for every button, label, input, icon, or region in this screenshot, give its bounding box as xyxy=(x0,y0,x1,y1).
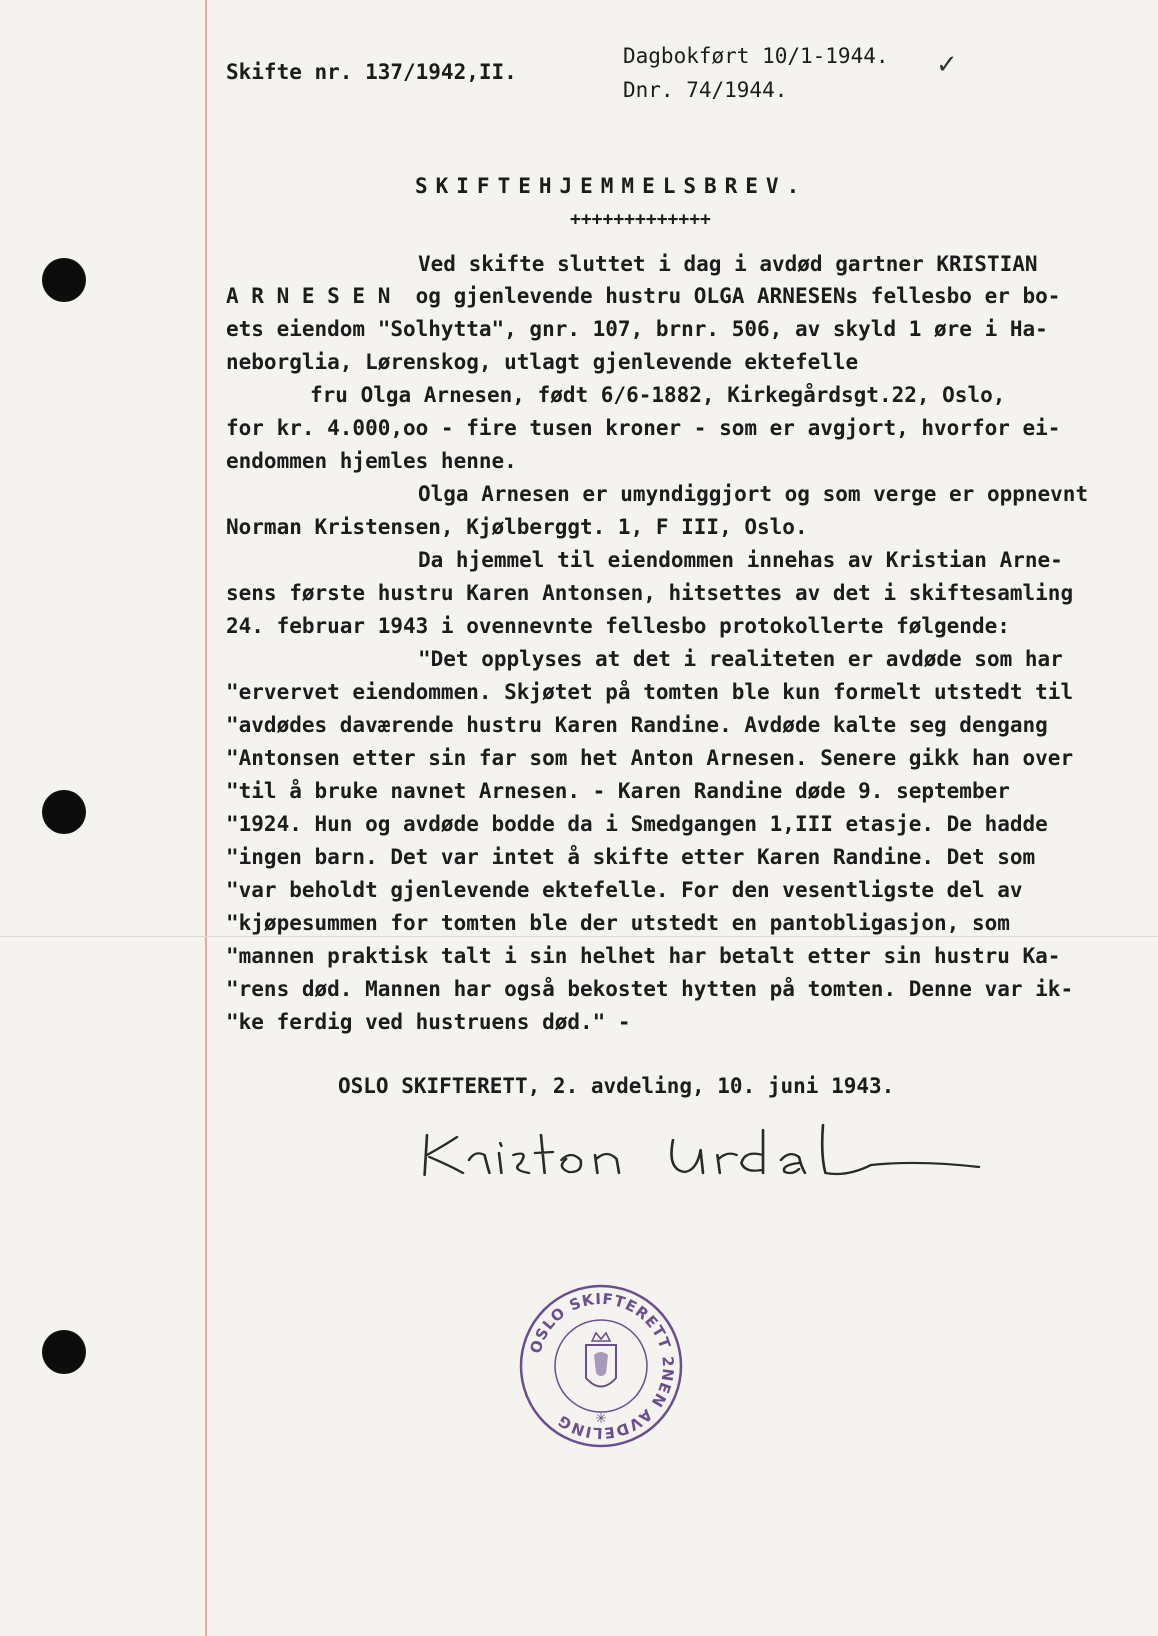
signature xyxy=(415,1115,1015,1185)
document-title: SKIFTEHJEMMELSBREV. xyxy=(415,174,808,198)
quote-line: "mannen praktisk talt i sin helhet har betalt etter sin hustru Ka- xyxy=(226,944,1061,968)
quote-line: "1924. Hun og avdøde bodde da i Smedgangen 1,III etasje. De hadde xyxy=(226,812,1048,836)
journal-number: Dnr. 74/1944. xyxy=(623,78,788,102)
quote-line: "ervervet eiendommen. Skjøtet på tomten ble kun formelt utstedt til xyxy=(226,680,1074,704)
quote-line: "ke ferdig ved hustruens død." - xyxy=(226,1010,631,1034)
quote-line: "Det opplyses at det i realiteten er avdøde som har xyxy=(418,647,1063,671)
body-line: ets eiendom "Solhytta", gnr. 107, brnr. 506, av skyld 1 øre i Ha- xyxy=(226,317,1048,341)
quote-line: "Antonsen etter sin far som het Anton Arnesen. Senere gikk han over xyxy=(226,746,1074,770)
star-icon: ✳ xyxy=(595,1411,607,1427)
quote-line: "rens død. Mannen har også bekostet hytten på tomten. Denne var ik- xyxy=(226,977,1074,1001)
quote-line: "kjøpesummen for tomten ble der utstedt en pantobligasjon, som xyxy=(226,911,1010,935)
quote-line: "var beholdt gjenlevende ektefelle. For den vesentligste del av xyxy=(226,878,1023,902)
journal-date: Dagbokført 10/1-1944. xyxy=(623,44,889,68)
body-line: sens første hustru Karen Antonsen, hitsettes av det i skiftesamling xyxy=(226,581,1074,605)
body-line: fru Olga Arnesen, født 6/6-1882, Kirkegårdsgt.22, Oslo, xyxy=(310,383,1006,407)
body-line: Ved skifte sluttet i dag i avdød gartner KRISTIAN xyxy=(418,252,1038,276)
punch-hole-icon xyxy=(42,790,86,834)
margin-line xyxy=(205,0,207,1636)
closing-line: OSLO SKIFTERETT, 2. avdeling, 10. juni 1943. xyxy=(338,1074,895,1098)
body-line: Norman Kristensen, Kjølberggt. 1, F III, Oslo. xyxy=(226,515,808,539)
stamp-text: OSLO SKIFTERETT 2NEN AVDELING xyxy=(526,1289,678,1443)
check-mark-icon: ✓ xyxy=(936,50,958,80)
quote-line: "til å bruke navnet Arnesen. - Karen Randine døde 9. september xyxy=(226,779,1010,803)
coat-of-arms-icon xyxy=(586,1333,616,1387)
court-stamp xyxy=(518,1283,684,1449)
quote-line: "avdødes daværende hustru Karen Randine. Avdøde kalte seg dengang xyxy=(226,713,1048,737)
punch-hole-icon xyxy=(42,258,86,302)
body-line: Da hjemmel til eiendommen innehas av Kristian Arne- xyxy=(418,548,1063,572)
body-line: endommen hjemles henne. xyxy=(226,449,517,473)
title-underline: +++++++++++++ xyxy=(570,209,711,230)
body-line: A R N E S E N og gjenlevende hustru OLGA ARNESENs fellesbo er bo- xyxy=(226,284,1061,308)
body-line: Olga Arnesen er umyndiggjort og som verge er oppnevnt xyxy=(418,482,1089,506)
quote-line: "ingen barn. Det var intet å skifte etter Karen Randine. Det som xyxy=(226,845,1036,869)
body-line: neborglia, Lørenskog, utlagt gjenlevende ektefelle xyxy=(226,350,859,374)
body-line: 24. februar 1943 i ovennevnte fellesbo protokollerte følgende: xyxy=(226,614,1010,638)
body-line: for kr. 4.000,oo - fire tusen kroner - som er avgjort, hvorfor ei- xyxy=(226,416,1061,440)
punch-hole-icon xyxy=(42,1330,86,1374)
case-number: Skifte nr. 137/1942,II. xyxy=(226,60,517,84)
